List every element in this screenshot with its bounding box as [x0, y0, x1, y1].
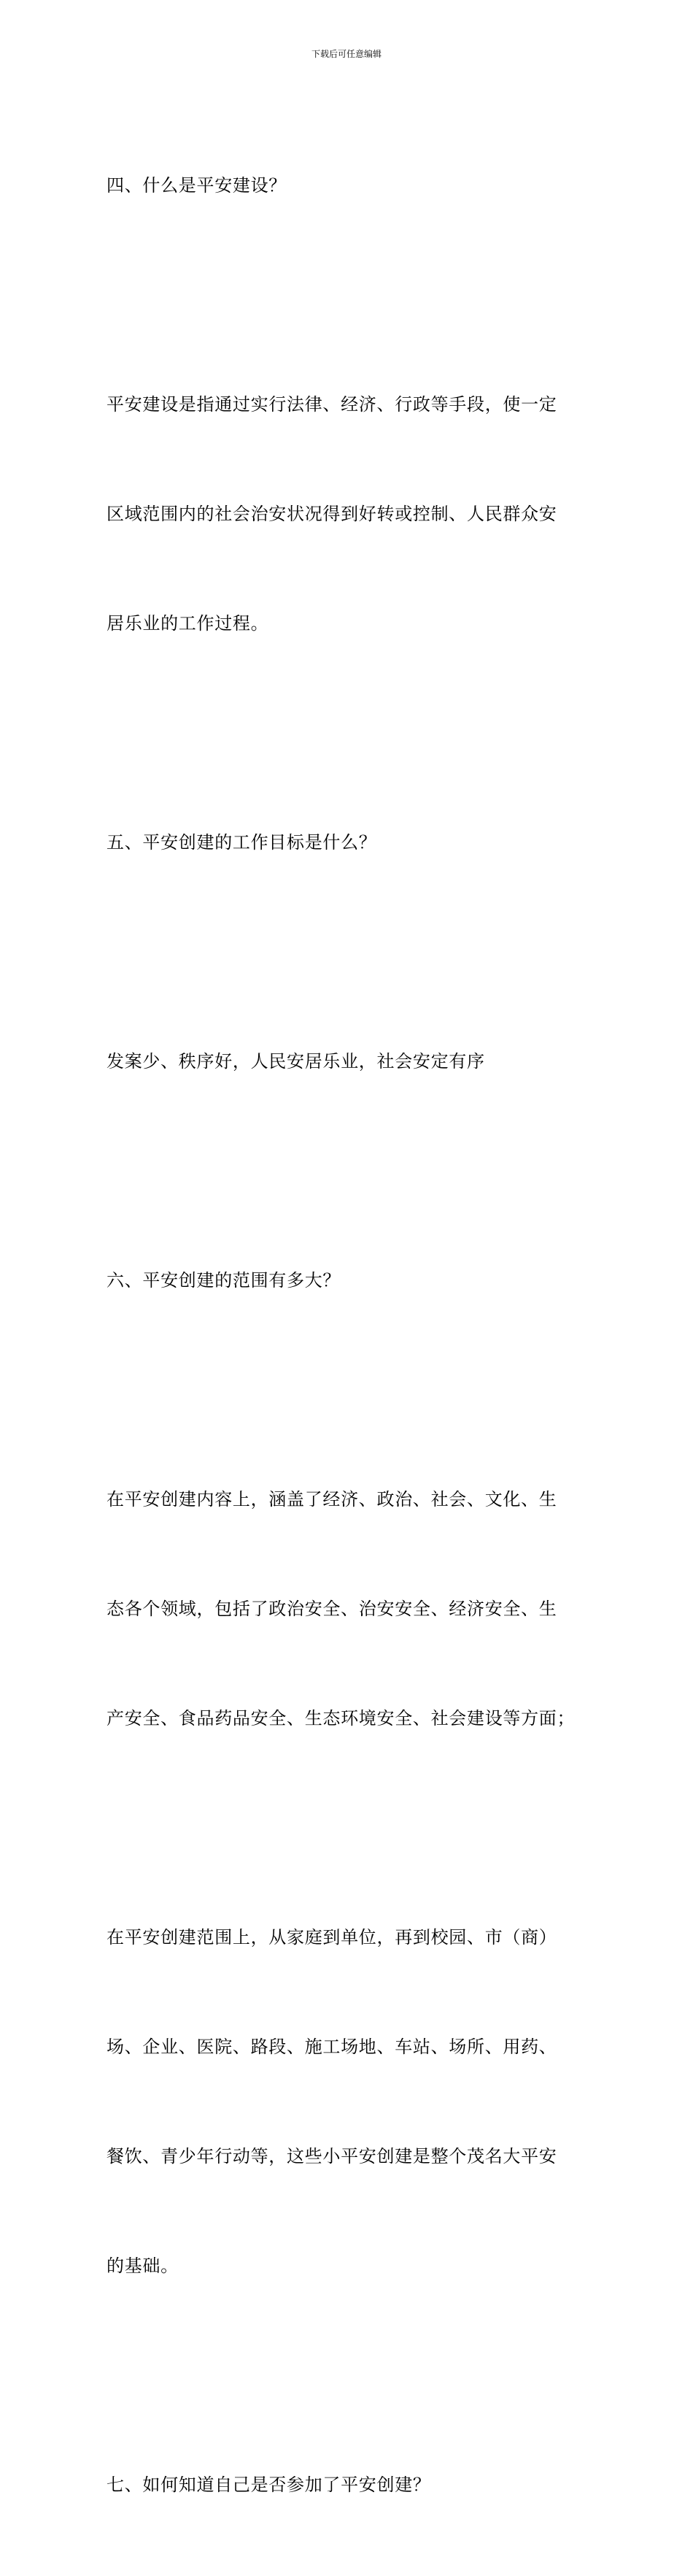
text-line: 在平安创建范围上，从家庭到单位，再到校园、市（商） — [107, 1927, 557, 1948]
text-line: 餐饮、青少年行动等，这些小平安创建是整个茂名大平安 — [107, 2146, 557, 2166]
header-note: 下载后可任意编辑 — [311, 49, 382, 59]
section-heading-q4 — [107, 94, 595, 277]
paragraph-gap — [107, 2357, 595, 2394]
heading-text: 四、什么是平安建设？ — [107, 175, 287, 196]
heading-text: 六、平安创建的范围有多大？ — [107, 1270, 341, 1291]
answer-q6-scope — [107, 1846, 595, 2357]
text-line: 场、企业、医院、路段、施工场地、车站、场所、用药、 — [107, 2037, 557, 2057]
answer-q6-content — [107, 1408, 595, 1810]
text-line: 态各个领域，包括了政治安全、治安安全、经济安全、生 — [107, 1599, 557, 1619]
text-line: 在平安创建内容上，涵盖了经济、政治、社会、文化、生 — [107, 1489, 557, 1510]
text-line: 居乐业的工作过程。 — [107, 613, 269, 634]
document-body — [107, 94, 595, 2576]
paragraph-gap — [107, 277, 595, 313]
heading-text: 五、平安创建的工作目标是什么？ — [107, 832, 377, 853]
heading-text: 七、如何知道自己是否参加了平安创建？ — [107, 2475, 431, 2495]
answer-q4 — [107, 313, 595, 715]
text-line: 区域范围内的社会治安状况得到好转或控制、人民群众安 — [107, 504, 557, 524]
text-line: 的基础。 — [107, 2256, 179, 2276]
answer-q5 — [107, 970, 595, 1153]
paragraph-gap — [107, 1372, 595, 1408]
text-line: 产安全、食品药品安全、生态环境安全、社会建设等方面； — [107, 1708, 576, 1729]
paragraph-gap — [107, 715, 595, 751]
paragraph-gap — [107, 1810, 595, 1846]
paragraph-gap — [107, 1153, 595, 1189]
section-heading-q7 — [107, 2394, 595, 2576]
section-heading-q5 — [107, 751, 595, 934]
text-line: 发案少、秩序好，人民安居乐业，社会安定有序 — [107, 1051, 485, 1072]
text-line: 平安建设是指通过实行法律、经济、行政等手段，使一定 — [107, 394, 557, 415]
section-heading-q6 — [107, 1189, 595, 1372]
paragraph-gap — [107, 934, 595, 970]
